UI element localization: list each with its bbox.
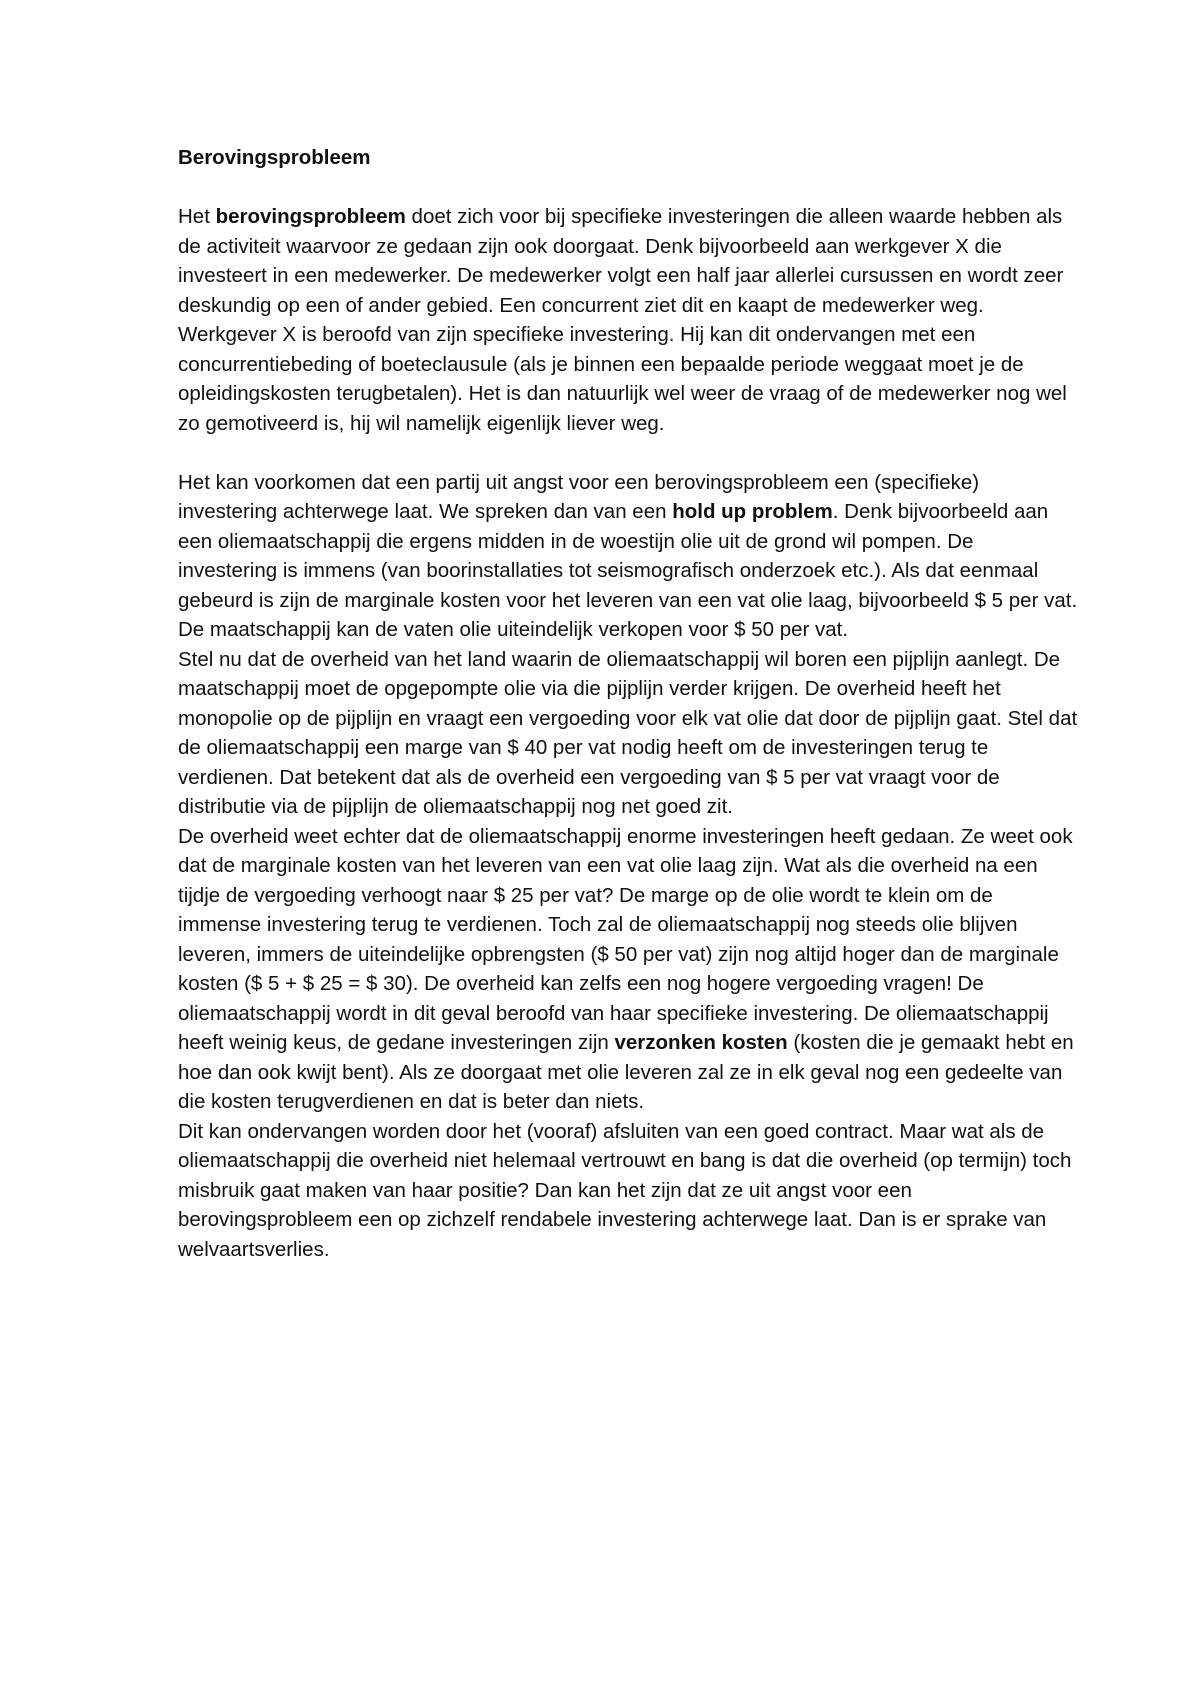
bold-term-hold-up-problem: hold up problem bbox=[672, 500, 833, 523]
paragraph-text: Het kan voorkomen dat een partij uit angst voor een berovingsprobleem een (specifieke) investering achterwege laat. We spreken dan van een bbox=[178, 470, 980, 523]
paragraph-text: doet zich voor bij specifieke investeringen die alleen waarde hebben als de activiteit waarvoor ze gedaan zijn ook doorgaat. Denk bijvoorbeeld aan werkgever X die investeert in een medewerker. De medewerker volgt een half jaar allerlei cursussen en wordt zeer deskundig op een of ander gebied. Een concurrent ziet dit en kaapt de medewerker weg. Werkgever X is beroofd van zijn specifieke investering. Hij kan dit ondervangen met een concurrentiebeding of boeteclausule (als je binnen een bepaalde periode weggaat moet je de opleidingskosten terugbetalen). Het is dan natuurlijk wel weer de vraag of de medewerker nog wel zo gemotiveerd is, hij wil namelijk eigenlijk liever weg. bbox=[178, 205, 1067, 435]
paragraph-overheid bbox=[178, 822, 1078, 1117]
document-body bbox=[178, 143, 1078, 1264]
paragraph-pijplijn: Stel nu dat de overheid van het land waarin de oliemaatschappij wil boren een pijplijn aanlegt. De maatschappij moet de opgepompte olie via die pijplijn verder krijgen. De overheid heeft het monopolie op de pijplijn en vraagt een vergoeding voor elk vat olie dat door de pijplijn gaat. Stel dat de oliemaatschappij een marge van $ 40 per vat nodig heeft om de investeringen terug te verdienen. Dat betekent dat als de overheid een vergoeding van $ 5 per vat vraagt voor de distributie via de pijplijn de oliemaatschappij nog net goed zit. bbox=[178, 647, 1078, 818]
document-title: Berovingsprobleem bbox=[178, 146, 371, 169]
paragraph-gap bbox=[178, 438, 1078, 468]
paragraph-hold-up-problem bbox=[178, 468, 1078, 645]
paragraph-text: . Denk bijvoorbeeld aan een oliemaatschappij die ergens midden in de woestijn olie uit de grond wil pompen. De investering is immens (van boorinstallaties tot seismografisch onderzoek etc.). Als dat eenmaal gebeurd is zijn de marginale kosten voor het leveren van een vat olie laag, bijvoorbeeld $ 5 per vat. De maatschappij kan de vaten olie uiteindelijk verkopen voor $ 50 per vat. bbox=[178, 500, 1078, 641]
paragraph-text: (kosten die je gemaakt hebt en hoe dan ook kwijt bent). Als ze doorgaat met olie leveren zal ze in elk geval nog een gedeelte van die kosten terugverdienen en dat is beter dan niets. bbox=[178, 1031, 1074, 1113]
paragraph-berovingsprobleem bbox=[178, 202, 1078, 438]
paragraph-contract: Dit kan ondervangen worden door het (vooraf) afsluiten van een goed contract. Maar wat als de oliemaatschappij die overheid niet helemaal vertrouwt en bang is dat die overheid (op termijn) toch misbruik gaat maken van haar positie? Dan kan het zijn dat ze uit angst voor een berovingsprobleem een op zichzelf rendabele investering achterwege laat. Dan is er sprake van welvaartsverlies. bbox=[178, 1119, 1072, 1261]
bold-term-verzonken-kosten: verzonken kosten bbox=[614, 1031, 788, 1054]
paragraph-text: Het bbox=[178, 205, 216, 228]
bold-term-berovingsprobleem: berovingsprobleem bbox=[215, 205, 406, 228]
paragraph-text: De overheid weet echter dat de oliemaatschappij enorme investeringen heeft gedaan. Ze weet ook dat de marginale kosten van het leveren van een vat olie laag zijn. Wat als die overheid na een tijdje de vergoeding verhoogt naar $ 25 per vat? De marge op de olie wordt te klein om de immense investering terug te verdienen. Toch zal de oliemaatschappij nog steeds olie blijven leveren, immers de uiteindelijke opbrengsten ($ 50 per vat) zijn nog altijd hoger dan de marginale kosten ($ 5 + $ 25 = $ 30). De overheid kan zelfs een nog hogere vergoeding vragen! De oliemaatschappij wordt in dit geval beroofd van haar specifieke investering. De oliemaatschappij heeft weinig keus, de gedane investeringen zijn bbox=[178, 824, 1073, 1054]
